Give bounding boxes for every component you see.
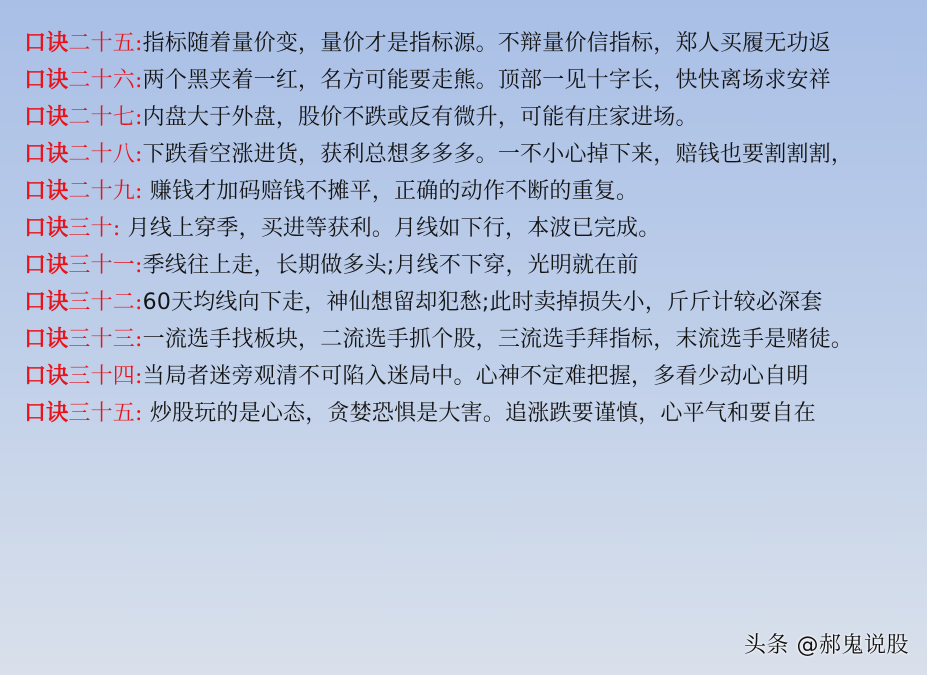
mnemonic-text: 赚钱才加码赔钱不摊平，正确的动作不断的重复。 bbox=[142, 179, 639, 204]
label-prefix: 口诀 bbox=[24, 326, 69, 352]
mnemonic-label bbox=[24, 364, 143, 389]
label-separator: : bbox=[135, 253, 143, 278]
label-number: 三十三 bbox=[68, 327, 136, 352]
mnemonic-item bbox=[24, 324, 894, 355]
mnemonic-item bbox=[24, 65, 894, 96]
mnemonic-text: 季线往上走，长期做多头;月线不下穿，光明就在前 bbox=[142, 253, 639, 278]
mnemonic-item bbox=[24, 176, 894, 207]
label-prefix: 口诀 bbox=[24, 400, 69, 426]
mnemonic-item bbox=[24, 213, 894, 244]
label-prefix: 口诀 bbox=[24, 178, 69, 204]
label-number: 二十六 bbox=[68, 68, 136, 93]
label-number: 二十七 bbox=[68, 105, 136, 130]
mnemonic-label bbox=[24, 142, 143, 167]
mnemonic-item bbox=[24, 102, 894, 133]
label-separator: : bbox=[135, 401, 143, 426]
label-prefix: 口诀 bbox=[24, 363, 69, 389]
label-prefix: 口诀 bbox=[24, 215, 69, 241]
mnemonic-item bbox=[24, 28, 894, 59]
label-separator: : bbox=[135, 327, 143, 352]
mnemonic-label bbox=[24, 68, 143, 93]
mnemonic-label bbox=[24, 216, 120, 241]
mnemonic-text: 当局者迷旁观清不可陷入迷局中。心神不定难把握，多看少动心自明 bbox=[142, 364, 809, 389]
mnemonic-label bbox=[24, 179, 143, 204]
label-prefix: 口诀 bbox=[24, 67, 69, 93]
mnemonic-item bbox=[24, 287, 894, 318]
mnemonic-label bbox=[24, 401, 143, 426]
label-number: 三十二 bbox=[68, 290, 136, 315]
label-number: 三十四 bbox=[68, 364, 136, 389]
mnemonic-text: 炒股玩的是心态，贪婪恐惧是大害。追涨跌要谨慎，心平气和要自在 bbox=[142, 401, 816, 426]
slide-content bbox=[24, 28, 894, 435]
mnemonic-text: 两个黑夹着一红，名方可能要走熊。顶部一见十字长，快快离场求安祥 bbox=[142, 68, 831, 93]
label-separator: : bbox=[135, 290, 143, 315]
label-separator: : bbox=[112, 216, 121, 241]
mnemonic-text: 指标随着量价变，量价才是指标源。不辩量价信指标，郑人买履无功返 bbox=[142, 31, 831, 56]
label-prefix: 口诀 bbox=[24, 252, 69, 278]
mnemonic-text: 内盘大于外盘，股价不跌或反有微升，可能有庄家进场。 bbox=[142, 105, 698, 130]
label-number: 三十一 bbox=[68, 253, 136, 278]
mnemonic-text: 月线上穿季，买进等获利。月线如下行，本波已完成。 bbox=[120, 216, 661, 241]
label-number: 二十八 bbox=[68, 142, 136, 167]
mnemonic-label bbox=[24, 290, 143, 315]
label-separator: : bbox=[135, 364, 143, 389]
label-prefix: 口诀 bbox=[24, 104, 69, 130]
label-number: 三十五 bbox=[68, 401, 136, 426]
mnemonic-label bbox=[24, 105, 143, 130]
label-separator: : bbox=[135, 105, 143, 130]
mnemonic-label bbox=[24, 253, 143, 278]
label-prefix: 口诀 bbox=[24, 289, 69, 315]
label-number: 二十九 bbox=[68, 179, 136, 204]
label-separator: : bbox=[135, 68, 143, 93]
label-prefix: 口诀 bbox=[24, 30, 69, 56]
mnemonic-text: 60天均线向下走，神仙想留却犯愁;此时卖掉损失小，斤斤计较必深套 bbox=[142, 290, 823, 315]
mnemonic-item bbox=[24, 250, 894, 281]
label-separator: : bbox=[135, 31, 143, 56]
mnemonic-item bbox=[24, 361, 894, 392]
label-separator: : bbox=[135, 142, 143, 167]
label-separator: : bbox=[135, 179, 143, 204]
mnemonic-label bbox=[24, 31, 143, 56]
mnemonic-text: 一流选手找板块，二流选手抓个股，三流选手拜指标，末流选手是赌徒。 bbox=[142, 327, 854, 352]
label-prefix: 口诀 bbox=[24, 141, 69, 167]
label-number: 二十五 bbox=[68, 31, 136, 56]
watermark: 头条 @郝鬼说股 bbox=[744, 633, 909, 658]
mnemonic-item bbox=[24, 398, 894, 429]
mnemonic-label bbox=[24, 327, 143, 352]
mnemonic-text: 下跌看空涨进货，获利总想多多多。一不小心掉下来，赔钱也要割割割， bbox=[142, 142, 854, 167]
label-number: 三十 bbox=[68, 216, 113, 241]
mnemonic-item bbox=[24, 139, 894, 170]
